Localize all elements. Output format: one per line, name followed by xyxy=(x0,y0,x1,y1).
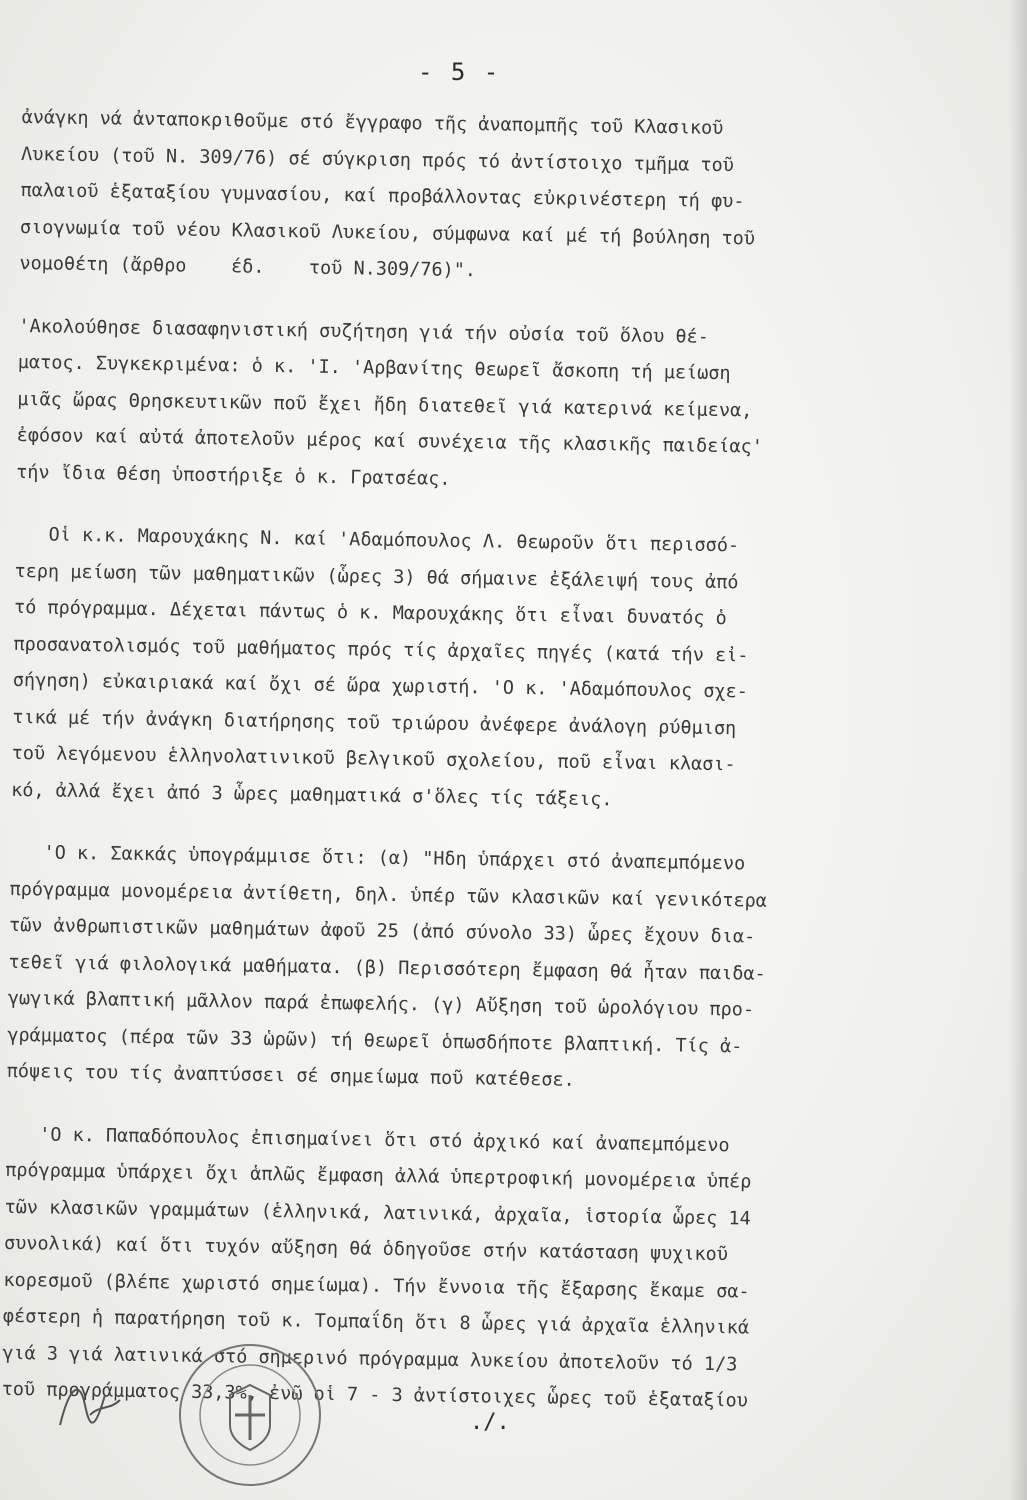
text-line: φέστερη ἡ παρατήρηση τοῦ κ. Τομπαΐδη ὅτι 8 ὧρες γιά ἀρχαῖα ἑλληνικά xyxy=(2,1305,750,1339)
text-line: Οἱ κ.κ. Μαρουχάκης Ν. καί 'Αδαμόπουλος Λ. θεωροῦν ὅτι περισσό- xyxy=(15,523,740,557)
typed-body-text xyxy=(1,100,971,1423)
text-line: τοῦ προγράμματος 33,3%, ἐνῶ οἱ 7 - 3 ἀντίστοιχες ὧρες τοῦ ἑξαταξίου xyxy=(1,1378,749,1412)
text-line: τό πρόγραμμα. Δέχεται πάντως ὁ κ. Μαρουχάκης ὅτι εἶναι δυνατός ὁ xyxy=(13,596,727,630)
text-line: τήν ἴδια θέση ὑποστήριξε ὁ κ. Γρατσέας. xyxy=(15,461,451,490)
text-line: γράμματος (πέρα τῶν 33 ὡρῶν) τή θεωρεῖ ὁπωσδήποτε βλαπτική. Τίς ἀ- xyxy=(7,1024,743,1057)
text-line: Λυκείου (τοῦ Ν. 309/76) σέ σύγκριση πρός τό ἀντίστοιχο τμῆμα τοῦ xyxy=(20,143,735,176)
text-line: νομοθέτη (ἄρθρο έδ. τοῦ Ν.309/76)". xyxy=(19,252,477,282)
text-line: τεθεῖ γιά φιλολογικά μαθήματα. (β) Περισσότερη ἔμφαση θά ἦταν παιδα- xyxy=(8,951,766,985)
text-line: ματος. Συγκεκριμένα: ὁ κ. 'Ι. 'Αρβανίτης θεωρεῖ ἄσκοπη τή μείωση xyxy=(17,351,731,385)
official-seal-stamp xyxy=(175,1340,325,1490)
text-line: συνολικά) καί ὅτι τυχόν αὔξηση θά ὁδηγοῦσε στήν κατάσταση ψυχικοῦ xyxy=(3,1232,729,1266)
paragraph-5 xyxy=(1,1116,955,1423)
paragraph-1 xyxy=(19,100,972,297)
text-line: προσανατολισμός τοῦ μαθήματος πρός τίς ἀρχαῖες πηγές (κατά τήν εἰ- xyxy=(13,633,749,666)
text-line: σιογνωμία τοῦ νέου Κλασικοῦ Λυκείου, σύμφωνα καί μέ τή βούληση τοῦ xyxy=(19,216,756,250)
text-line: γωγικά βλαπτική μᾶλλον παρά ἐπωφελής. (γ) Αὔξηση τοῦ ὡρολόγιου προ- xyxy=(7,987,755,1021)
text-line: σήγηση) εὐκαιριακά καί ὄχι σέ ὥρα χωριστή. 'Ο κ. 'Αδαμόπουλος σχε- xyxy=(12,669,749,703)
text-line: τῶν κλασικῶν γραμμάτων (ἑλληνικά, λατινικά, ἀρχαῖα, ἱστορία ὧρες 14 xyxy=(4,1196,751,1230)
text-line: πρόγραμμα μονομέρεια ἀντίθετη, δηλ. ὑπέρ τῶν κλασικῶν καί γενικότερα xyxy=(9,878,768,912)
text-line: 'Ο κ. Σακκάς ὑπογράμμισε ὅτι: (α) "Ηδη ὑπάρχει στό ἀναπεμπόμενο xyxy=(10,841,746,875)
paragraph-4 xyxy=(6,835,960,1105)
text-line: μιᾶς ὥρας Θρησκευτικῶν ποῦ ἔχει ἤδη διατεθεῖ γιά κατερινά κείμενα, xyxy=(17,388,753,422)
paragraph-3 xyxy=(11,517,965,824)
page-edge-shadow xyxy=(1009,0,1027,1500)
text-line: πρόγραμμα ὑπάρχει ὄχι ἁπλῶς ἔμφαση ἀλλά ὑπερτροφική μονομέρεια ὑπέρ xyxy=(5,1159,752,1193)
text-line: παλαιοῦ ἑξαταξίου γυμνασίου, καί προβάλλοντας εὐκρινέστερη τή φυ- xyxy=(20,179,745,213)
text-line: γιά 3 γιά λατινικά στό σημερινό πρόγραμμα λυκείου ἀποτελοῦν τό 1/3 xyxy=(2,1342,738,1375)
text-line: κό, ἀλλά ἔχει ἀπό 3 ὧρες μαθηματικά σ'ὅλες τίς τάξεις. xyxy=(10,779,613,810)
page-closing-mark: ./. xyxy=(470,1410,510,1435)
text-line: τικά μέ τήν ἀνάγκη διατήρησης τοῦ τριώρου ἀνέφερε ἀνάλογη ρύθμιση xyxy=(12,706,737,739)
text-line: ἐφόσον καί αὐτά ἀποτελοῦν μέρος καί συνέχεια τῆς κλασικῆς παιδείας' xyxy=(16,424,764,458)
text-line: κορεσμοῦ (βλέπε χωριστό σημείωμα). Τήν ἔννοια τῆς ἔξαρσης ἔκαμε σα- xyxy=(3,1269,750,1303)
text-line: ἀνάγκη νά ἀνταποκριθοῦμε στό ἔγγραφο τῆς ἀναπομπῆς τοῦ Κλασικοῦ xyxy=(21,106,724,140)
text-line: 'Ο κ. Παπαδόπουλος ἐπισημαίνει ὅτι στό ἀρχικό καί ἀναπεμπόμενο xyxy=(5,1123,730,1156)
handwritten-signature xyxy=(50,1375,130,1435)
page-number: - 5 - xyxy=(418,58,501,86)
text-line: 'Ακολούθησε διασαφηνιστική συζήτηση γιά τήν οὐσία τοῦ ὅλου θέ- xyxy=(18,315,710,348)
text-line: τῶν ἀνθρωπιστικῶν μαθημάτων ἀφοῦ 25 (ἀπό σύνολο 33) ὧρες ἔχουν δια- xyxy=(8,914,756,948)
text-line: πόψεις του τίς ἀναπτύσσει σέ σημείωμα ποῦ κατέθεσε. xyxy=(6,1060,575,1091)
text-line: τερη μείωση τῶν μαθηματικῶν (ὧρες 3) θά σήμαινε ἐξάλειψή τους ἀπό xyxy=(14,560,739,593)
text-line: τοῦ λεγόμενου ἑλληνολατινικοῦ βελγικοῦ σχολείου, ποῦ εἶναι κλασι- xyxy=(11,742,736,776)
paragraph-2 xyxy=(16,308,969,505)
